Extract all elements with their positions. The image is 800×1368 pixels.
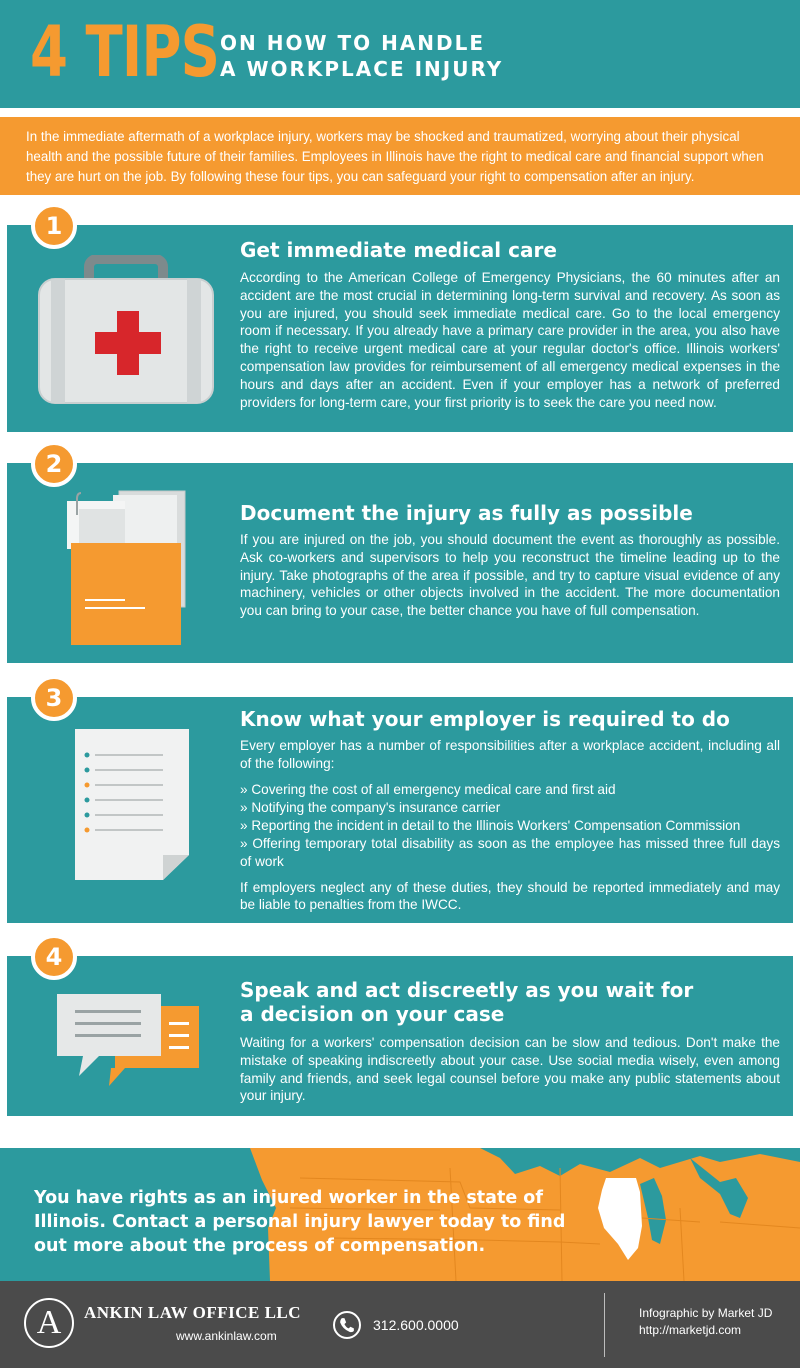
tip-card-3 <box>7 684 793 923</box>
tip-body <box>240 269 780 419</box>
tip-title: Know what your employer is required to do <box>240 707 730 731</box>
firm-name: ANKIN LAW OFFICE LLC <box>84 1303 302 1322</box>
footer-divider <box>604 1293 605 1357</box>
checklist-document-icon <box>73 727 193 882</box>
tip-title <box>240 978 693 1026</box>
list-item: » Covering the cost of all emergency medical care and first aid <box>240 781 616 797</box>
firm-website-link[interactable]: www.ankinlaw.com <box>176 1329 277 1343</box>
firm-logo: A <box>24 1298 74 1348</box>
headline-line-1: ON HOW TO HANDLE <box>220 31 486 55</box>
tip-body <box>240 531 780 628</box>
tip-body-text: According to the American College of Emergency Physicians, the 60 minutes after an accident are the most crucial in determining long-term survival and recovery. As soon as you are injured, you should seek immediate medical care. Go to the local emergency room if necessary. If you already have a primary care provider in the area, you also have the right to receive urgent medical care at your regular doctor's office. Illinois workers' compensation law provides for reimbursement of all emergency medical expenses in the hours and days after an accident. Even if your employer has a network of preferred providers for long-term care, your first priority is to seek the care you need now. <box>240 270 780 410</box>
tip-title: Get immediate medical care <box>240 238 557 262</box>
first-aid-kit-icon <box>37 255 215 405</box>
tip-body <box>240 737 780 922</box>
tip-body <box>240 1034 780 1113</box>
headline-number: 4 TIPS <box>30 11 220 93</box>
credit-block <box>639 1305 772 1339</box>
list-item: » Reporting the incident in detail to the Illinois Workers' Compensation Commission <box>240 817 741 833</box>
tip-title: Document the injury as fully as possible <box>240 501 693 525</box>
tip-outro-text: If employers neglect any of these duties, they should be reported immediately and may be liable to penalties from the IWCC. <box>240 879 780 913</box>
headline-subtitle <box>220 30 503 82</box>
cta-text: You have rights as an injured worker in the state of Illinois. Contact a personal injury lawyer today to find out more about the process of compensation. <box>34 1188 566 1256</box>
tip-number-badge: 4 <box>31 934 77 980</box>
tip-intro-text: Every employer has a number of responsibilities after a workplace accident, including all of the following: <box>240 738 780 771</box>
tip-card-2 <box>7 450 793 663</box>
cta-band <box>0 1148 800 1281</box>
tip-card-4 <box>7 943 793 1116</box>
credit-text: Infographic by Market JD <box>639 1306 773 1320</box>
tip-card-1 <box>7 212 793 432</box>
footer <box>0 1281 800 1368</box>
tip-title-line-1: Speak and act discreetly as you wait for <box>240 978 694 1002</box>
header-banner <box>0 0 800 108</box>
list-item: » Offering temporary total disability as soon as the employee has missed three full days of work <box>240 835 780 869</box>
list-item: » Notifying the company's insurance carrier <box>240 799 501 815</box>
headline-line-2: A WORKPLACE INJURY <box>220 57 504 81</box>
intro-band <box>0 117 800 195</box>
tip-number-badge: 1 <box>31 203 77 249</box>
tip-body-text: If you are injured on the job, you should document the event as thoroughly as possible. Ask co-workers and supervisors to help you reconstruct the timeline leading up to the injury. Take photographs of the area if possible, and try to capture visual evidence of any machinery, vehicles or other objects involved in the accident. The more documentation you can bring to your case, the better chance you have of full compensation. <box>240 532 780 619</box>
credit-link[interactable]: http://marketjd.com <box>639 1323 742 1337</box>
tip-body-text: Waiting for a workers' compensation decision can be slow and tedious. Don't make the mistake of speaking indiscreetly about your case. Use social media wisely, even among family and friends, and seek legal counsel before you make any public statements about your injury. <box>240 1035 780 1104</box>
phone-number[interactable]: 312.600.0000 <box>373 1317 459 1333</box>
phone-icon <box>333 1311 361 1339</box>
tip-number-badge: 2 <box>31 441 77 487</box>
tip-number-badge: 3 <box>31 675 77 721</box>
tip-title-line-2: a decision on your case <box>240 1002 505 1026</box>
responsibility-list <box>240 781 780 871</box>
intro-text: In the immediate aftermath of a workplace injury, workers may be shocked and traumatized, worrying about their physical health and the possible future of their families. Employees in Illinois have the right to medical care and financial support when they are hurt on the job. By following these four tips, you can safeguard your right to compensation after an injury. <box>26 129 764 185</box>
document-folder-icon <box>65 487 195 647</box>
chat-bubbles-icon <box>53 992 203 1088</box>
